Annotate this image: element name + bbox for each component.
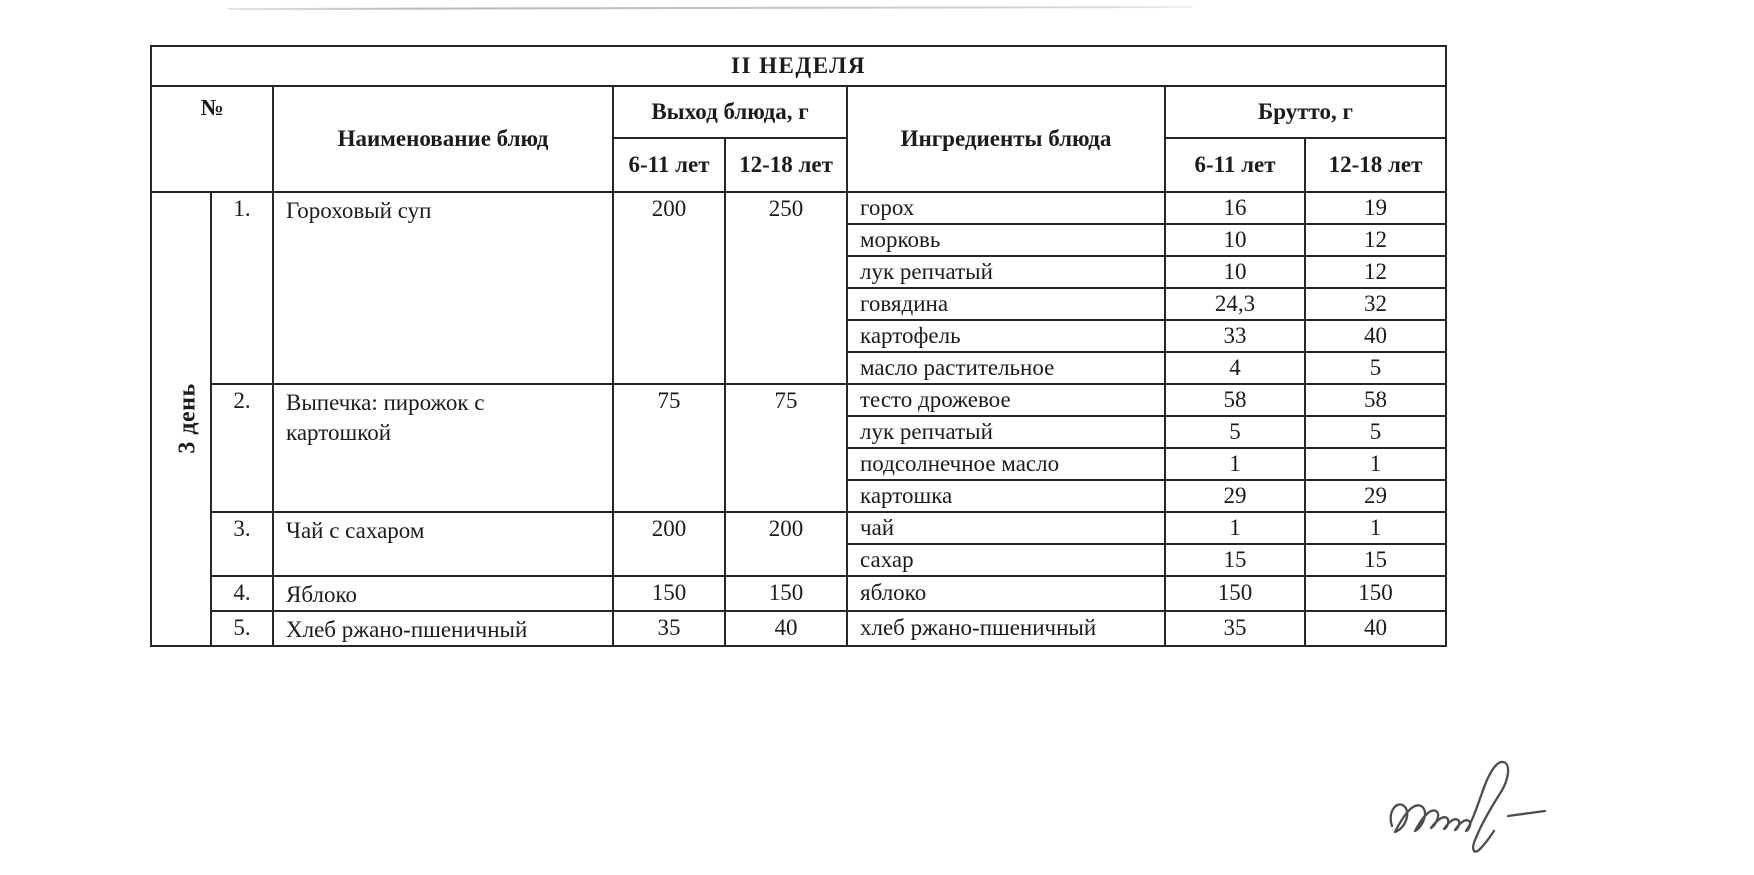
ingredient-brutto-6-11: 150 <box>1165 576 1305 611</box>
ingredient-brutto-6-11: 4 <box>1165 352 1305 384</box>
ingredient-brutto-12-18: 5 <box>1305 352 1446 384</box>
dish-output-6-11: 200 <box>613 512 725 576</box>
ingredient-brutto-6-11: 10 <box>1165 224 1305 256</box>
dish-name <box>273 512 613 576</box>
dish-output-12-18: 150 <box>725 576 847 611</box>
ingredient-brutto-12-18: 1 <box>1305 512 1446 544</box>
header-output-age-12-18: 12-18 лет <box>725 138 847 192</box>
ingredient-brutto-12-18: 1 <box>1305 448 1446 480</box>
day-label: 3 день <box>174 383 201 455</box>
dish-name <box>273 192 613 384</box>
weekly-menu-table <box>150 45 1447 647</box>
ingredient-name: лук репчатый <box>847 416 1165 448</box>
header-brutto-age-12-18: 12-18 лет <box>1305 138 1446 192</box>
ingredient-brutto-12-18: 40 <box>1305 320 1446 352</box>
header-output-age-6-11: 6-11 лет <box>613 138 725 192</box>
ingredient-brutto-6-11: 24,3 <box>1165 288 1305 320</box>
ingredient-brutto-12-18: 150 <box>1305 576 1446 611</box>
dish-name-text: Чай с сахаром <box>286 518 425 543</box>
ingredient-brutto-6-11: 58 <box>1165 384 1305 416</box>
dish-name-text: Гороховый суп <box>286 198 432 223</box>
ingredient-brutto-12-18: 29 <box>1305 480 1446 512</box>
dish-output-12-18: 250 <box>725 192 847 384</box>
header-row-1 <box>151 86 1446 138</box>
header-dish-name: Наименование блюд <box>273 86 613 192</box>
ingredient-brutto-6-11: 15 <box>1165 544 1305 576</box>
ingredient-name: лук репчатый <box>847 256 1165 288</box>
dish-number: 1. <box>211 192 273 384</box>
dish-number: 4. <box>211 576 273 611</box>
ingredient-name: чай <box>847 512 1165 544</box>
dish-name-text: Хлеб ржано-пшеничный <box>286 616 528 642</box>
ingredient-brutto-6-11: 1 <box>1165 448 1305 480</box>
day-label-cell <box>151 192 211 646</box>
ingredient-name: сахар <box>847 544 1165 576</box>
scan-artifact-line <box>228 6 1193 10</box>
ingredient-name: говядина <box>847 288 1165 320</box>
dish-name <box>273 611 613 646</box>
ingredient-brutto-12-18: 40 <box>1305 611 1446 646</box>
dish-output-6-11: 200 <box>613 192 725 384</box>
table-row <box>151 384 1446 416</box>
dish-output-12-18: 75 <box>725 384 847 512</box>
dish-number: 3. <box>211 512 273 576</box>
ingredient-brutto-6-11: 10 <box>1165 256 1305 288</box>
title-row <box>151 46 1446 86</box>
ingredient-brutto-6-11: 29 <box>1165 480 1305 512</box>
ingredient-name: морковь <box>847 224 1165 256</box>
dish-output-6-11: 150 <box>613 576 725 611</box>
dish-output-12-18: 40 <box>725 611 847 646</box>
ingredient-brutto-12-18: 58 <box>1305 384 1446 416</box>
dish-name <box>273 384 613 512</box>
ingredient-name: горох <box>847 192 1165 224</box>
ingredient-name: масло растительное <box>847 352 1165 384</box>
dish-number: 2. <box>211 384 273 512</box>
menu-table-body <box>151 192 1446 646</box>
header-output: Выход блюда, г <box>613 86 847 138</box>
dish-name-text: Выпечка: пирожок с картошкой <box>286 390 485 445</box>
ingredient-brutto-12-18: 5 <box>1305 416 1446 448</box>
ingredient-brutto-6-11: 35 <box>1165 611 1305 646</box>
ingredient-name: подсолнечное масло <box>847 448 1165 480</box>
dish-number: 5. <box>211 611 273 646</box>
ingredient-brutto-12-18: 12 <box>1305 256 1446 288</box>
dish-output-12-18: 200 <box>725 512 847 576</box>
table-row <box>151 611 1446 646</box>
ingredient-brutto-6-11: 5 <box>1165 416 1305 448</box>
table-row <box>151 512 1446 544</box>
ingredient-brutto-12-18: 19 <box>1305 192 1446 224</box>
ingredient-name: хлеб ржано-пшеничный <box>847 611 1165 646</box>
ingredient-brutto-6-11: 1 <box>1165 512 1305 544</box>
ingredient-name: картофель <box>847 320 1165 352</box>
dish-name-text: Яблоко <box>286 582 357 607</box>
dish-output-6-11: 75 <box>613 384 725 512</box>
ingredient-brutto-12-18: 12 <box>1305 224 1446 256</box>
header-number: № <box>151 86 273 192</box>
header-ingredients: Ингредиенты блюда <box>847 86 1165 192</box>
ingredient-name: яблоко <box>847 576 1165 611</box>
week-title: II НЕДЕЛЯ <box>151 46 1446 86</box>
table-row <box>151 192 1446 224</box>
table-row <box>151 576 1446 611</box>
ingredient-brutto-6-11: 16 <box>1165 192 1305 224</box>
header-brutto-age-6-11: 6-11 лет <box>1165 138 1305 192</box>
ingredient-name: картошка <box>847 480 1165 512</box>
ingredient-brutto-6-11: 33 <box>1165 320 1305 352</box>
dish-output-6-11: 35 <box>613 611 725 646</box>
dish-name <box>273 576 613 611</box>
ingredient-brutto-12-18: 32 <box>1305 288 1446 320</box>
header-brutto: Брутто, г <box>1165 86 1446 138</box>
ingredient-name: тесто дрожевое <box>847 384 1165 416</box>
handwritten-signature <box>1382 748 1572 863</box>
ingredient-brutto-12-18: 15 <box>1305 544 1446 576</box>
